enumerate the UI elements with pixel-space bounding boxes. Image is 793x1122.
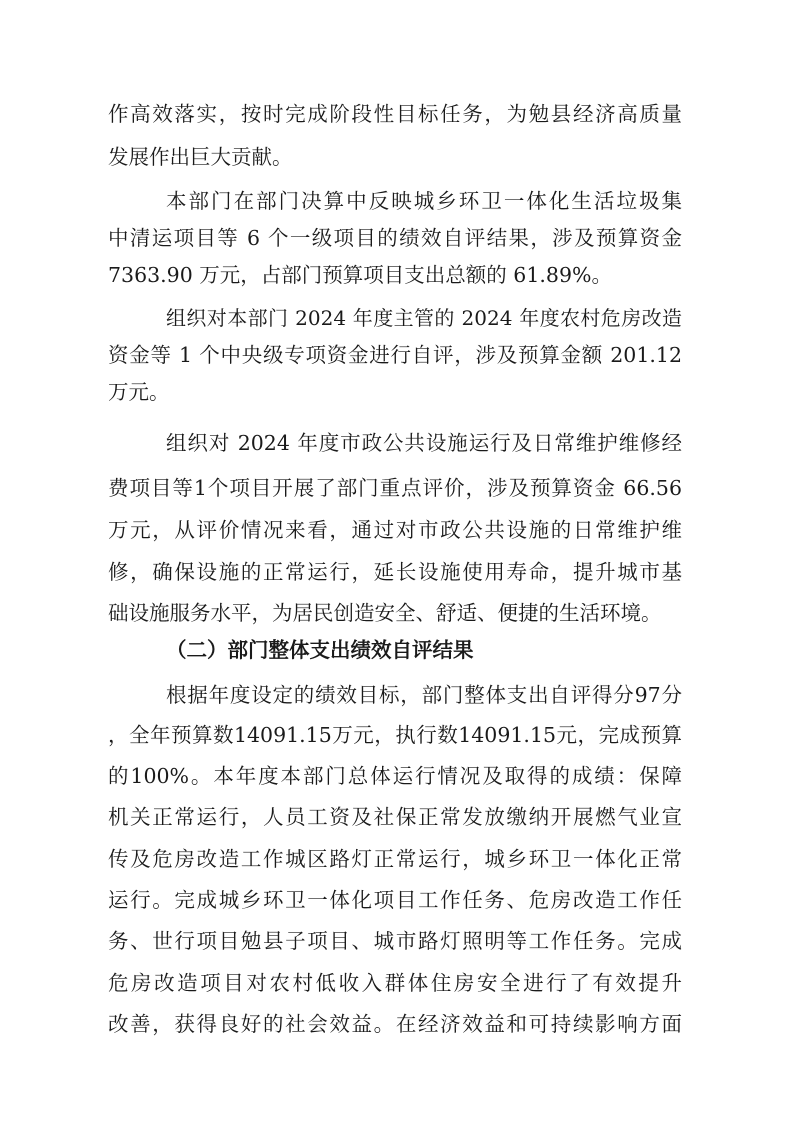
paragraph-line: 传及危房改造工作城区路灯正常运行，城乡环卫一体化正常 [108, 847, 682, 871]
paragraph-line: ，全年预算数14091.15万元，执行数14091.15元，完成预算 [108, 723, 682, 747]
paragraph-line: 万元。 [108, 380, 170, 404]
paragraph-line: 根据年度设定的绩效目标，部门整体支出自评得分97分 [166, 683, 682, 707]
paragraph-line: 本部门在部门决算中反映城乡环卫一体化生活垃圾集 [166, 189, 682, 213]
paragraph-line: 资金等 1 个中央级专项资金进行自评，涉及预算金额 201.12 [108, 343, 682, 367]
paragraph-line: 7363.90 万元，占部门预算项目支出总额的 61.89%。 [108, 263, 612, 287]
paragraph-line: 作高效落实，按时完成阶段性目标任务，为勉县经济高质量 [108, 102, 682, 126]
paragraph-line: 发展作出巨大贡献。 [108, 145, 293, 169]
paragraph-line: 的100%。本年度本部门总体运行情况及取得的成绩：保障 [108, 764, 682, 788]
paragraph-line: 危房改造项目对农村低收入群体住房安全进行了有效提升 [108, 971, 682, 995]
paragraph-line: 础设施服务水平，为居民创造安全、舒适、便捷的生活环境。 [108, 601, 662, 625]
paragraph-line: 改善，获得良好的社会效益。在经济效益和可持续影响方面 [108, 1012, 682, 1036]
paragraph-line: 修，确保设施的正常运行，延长设施使用寿命，提升城市基 [108, 560, 682, 584]
paragraph-line: 运行。完成城乡环卫一体化项目工作任务、危房改造工作任 [108, 888, 682, 912]
paragraph-line: 组织对本部门 2024 年度主管的 2024 年度农村危房改造 [166, 306, 682, 330]
paragraph-line: 万元，从评价情况来看，通过对市政公共设施的日常维护维 [108, 518, 682, 542]
paragraph-line: 中清运项目等 6 个一级项目的绩效自评结果，涉及预算资金 [108, 226, 682, 250]
paragraph-line: 费项目等1个项目开展了部门重点评价，涉及预算资金 66.56 [108, 476, 682, 500]
paragraph-line: 组织对 2024 年度市政公共设施运行及日常维护维修经 [166, 431, 682, 455]
paragraph-line: 机关正常运行，人员工资及社保正常发放缴纳开展燃气业宣 [108, 805, 682, 829]
paragraph-line: 务、世行项目勉县子项目、城市路灯照明等工作任务。完成 [108, 929, 682, 953]
section-heading: （二）部门整体支出绩效自评结果 [166, 638, 474, 662]
